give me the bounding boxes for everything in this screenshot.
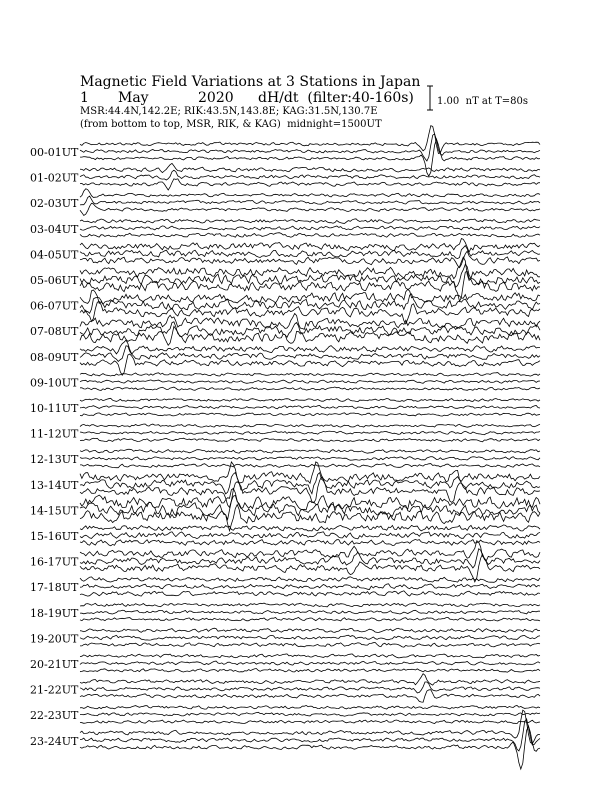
trace-msr xyxy=(80,233,540,238)
trace-kag xyxy=(80,603,540,607)
trace-msr xyxy=(80,438,540,442)
hour-label: 19-20UT xyxy=(30,632,79,646)
trace-msr xyxy=(80,464,540,468)
scale-bar xyxy=(427,86,433,110)
hour-label: 13-14UT xyxy=(30,478,79,492)
trace-rik xyxy=(80,431,540,435)
trace-rik xyxy=(80,134,540,161)
trace-rik xyxy=(80,226,540,230)
trace-kag xyxy=(80,525,540,531)
trace-msr xyxy=(80,387,540,390)
trace-kag xyxy=(80,189,540,198)
trace-kag xyxy=(80,462,540,483)
trace-kag xyxy=(80,239,540,253)
hour-label: 17-18UT xyxy=(30,581,79,595)
trace-rik xyxy=(80,532,540,539)
hour-label: 16-17UT xyxy=(30,555,79,569)
hour-label: 21-22UT xyxy=(30,683,79,697)
trace-rik xyxy=(80,661,540,665)
hour-label: 18-19UT xyxy=(30,606,79,620)
hour-label: 08-09UT xyxy=(30,350,79,364)
trace-kag xyxy=(80,449,540,453)
header xyxy=(80,74,528,130)
hour-label: 14-15UT xyxy=(30,504,79,518)
trace-rik xyxy=(80,457,540,461)
trace-rik xyxy=(80,584,540,590)
trace-msr xyxy=(80,505,540,531)
hour-label: 22-23UT xyxy=(30,709,79,723)
trace-msr xyxy=(80,179,540,190)
trace-rik xyxy=(80,380,540,383)
trace-rik xyxy=(80,610,540,614)
stations-line: MSR:44.4N,142.2E; RIK:43.5N,143.8E; KAG:31.5N,130.7E xyxy=(80,106,378,117)
trace-rik xyxy=(80,549,540,568)
trace-rik xyxy=(80,635,540,640)
trace-kag xyxy=(80,577,540,583)
trace-kag xyxy=(80,705,540,709)
hour-label: 07-08UT xyxy=(30,325,79,339)
hour-label: 03-04UT xyxy=(30,222,79,236)
hour-label: 15-16UT xyxy=(30,530,79,543)
traces xyxy=(80,126,540,769)
chart-title: Magnetic Field Variations at 3 Stations in Japan xyxy=(80,74,421,90)
hour-label: 00-01UT xyxy=(30,146,79,159)
trace-kag xyxy=(80,674,540,685)
trace-kag xyxy=(80,289,540,304)
trace-msr xyxy=(80,413,540,416)
date-year: 2020 xyxy=(198,90,234,106)
hour-label: 10-11UT xyxy=(30,402,79,415)
trace-kag xyxy=(80,654,540,658)
trace-rik xyxy=(80,405,540,408)
trace-kag xyxy=(80,314,540,330)
trace-rik xyxy=(80,170,540,180)
trace-kag xyxy=(80,163,540,172)
hour-label: 09-10UT xyxy=(30,376,79,390)
trace-rik xyxy=(80,346,540,362)
trace-kag xyxy=(80,340,540,354)
trace-msr xyxy=(80,354,540,375)
hour-label: 05-06UT xyxy=(30,274,79,287)
hour-label: 06-07UT xyxy=(30,299,79,313)
hour-label: 23-24UT xyxy=(30,734,79,748)
order-line: (from bottom to top, MSR, RIK, & KAG) midnight=1500UT xyxy=(80,119,382,130)
trace-kag xyxy=(80,398,540,401)
hour-labels xyxy=(30,146,79,748)
trace-kag xyxy=(80,424,540,427)
trace-msr xyxy=(80,591,540,597)
hour-label: 01-02UT xyxy=(30,171,79,185)
date-day: 1 xyxy=(80,90,89,106)
trace-kag xyxy=(80,628,540,632)
trace-rik xyxy=(80,712,540,716)
hour-label: 02-03UT xyxy=(30,197,79,211)
trace-msr xyxy=(80,690,540,703)
trace-kag xyxy=(80,219,540,224)
trace-rik xyxy=(80,196,540,205)
trace-kag xyxy=(80,373,540,377)
hour-label: 12-13UT xyxy=(30,453,79,467)
trace-msr xyxy=(80,539,540,545)
trace-msr xyxy=(80,617,540,621)
quantity-label: dH/dt (filter:40-160s) xyxy=(258,90,414,106)
trace-msr xyxy=(80,669,540,673)
trace-msr xyxy=(80,720,540,724)
hour-label: 20-21UT xyxy=(30,658,79,671)
hour-label: 04-05UT xyxy=(30,248,79,262)
date-month: May xyxy=(118,90,149,106)
trace-msr xyxy=(80,643,540,648)
trace-msr xyxy=(80,203,540,215)
hour-label: 11-12UT xyxy=(30,427,79,441)
scale-bar-label: 1.00 nT at T=80s xyxy=(437,96,528,107)
trace-kag xyxy=(80,541,540,561)
